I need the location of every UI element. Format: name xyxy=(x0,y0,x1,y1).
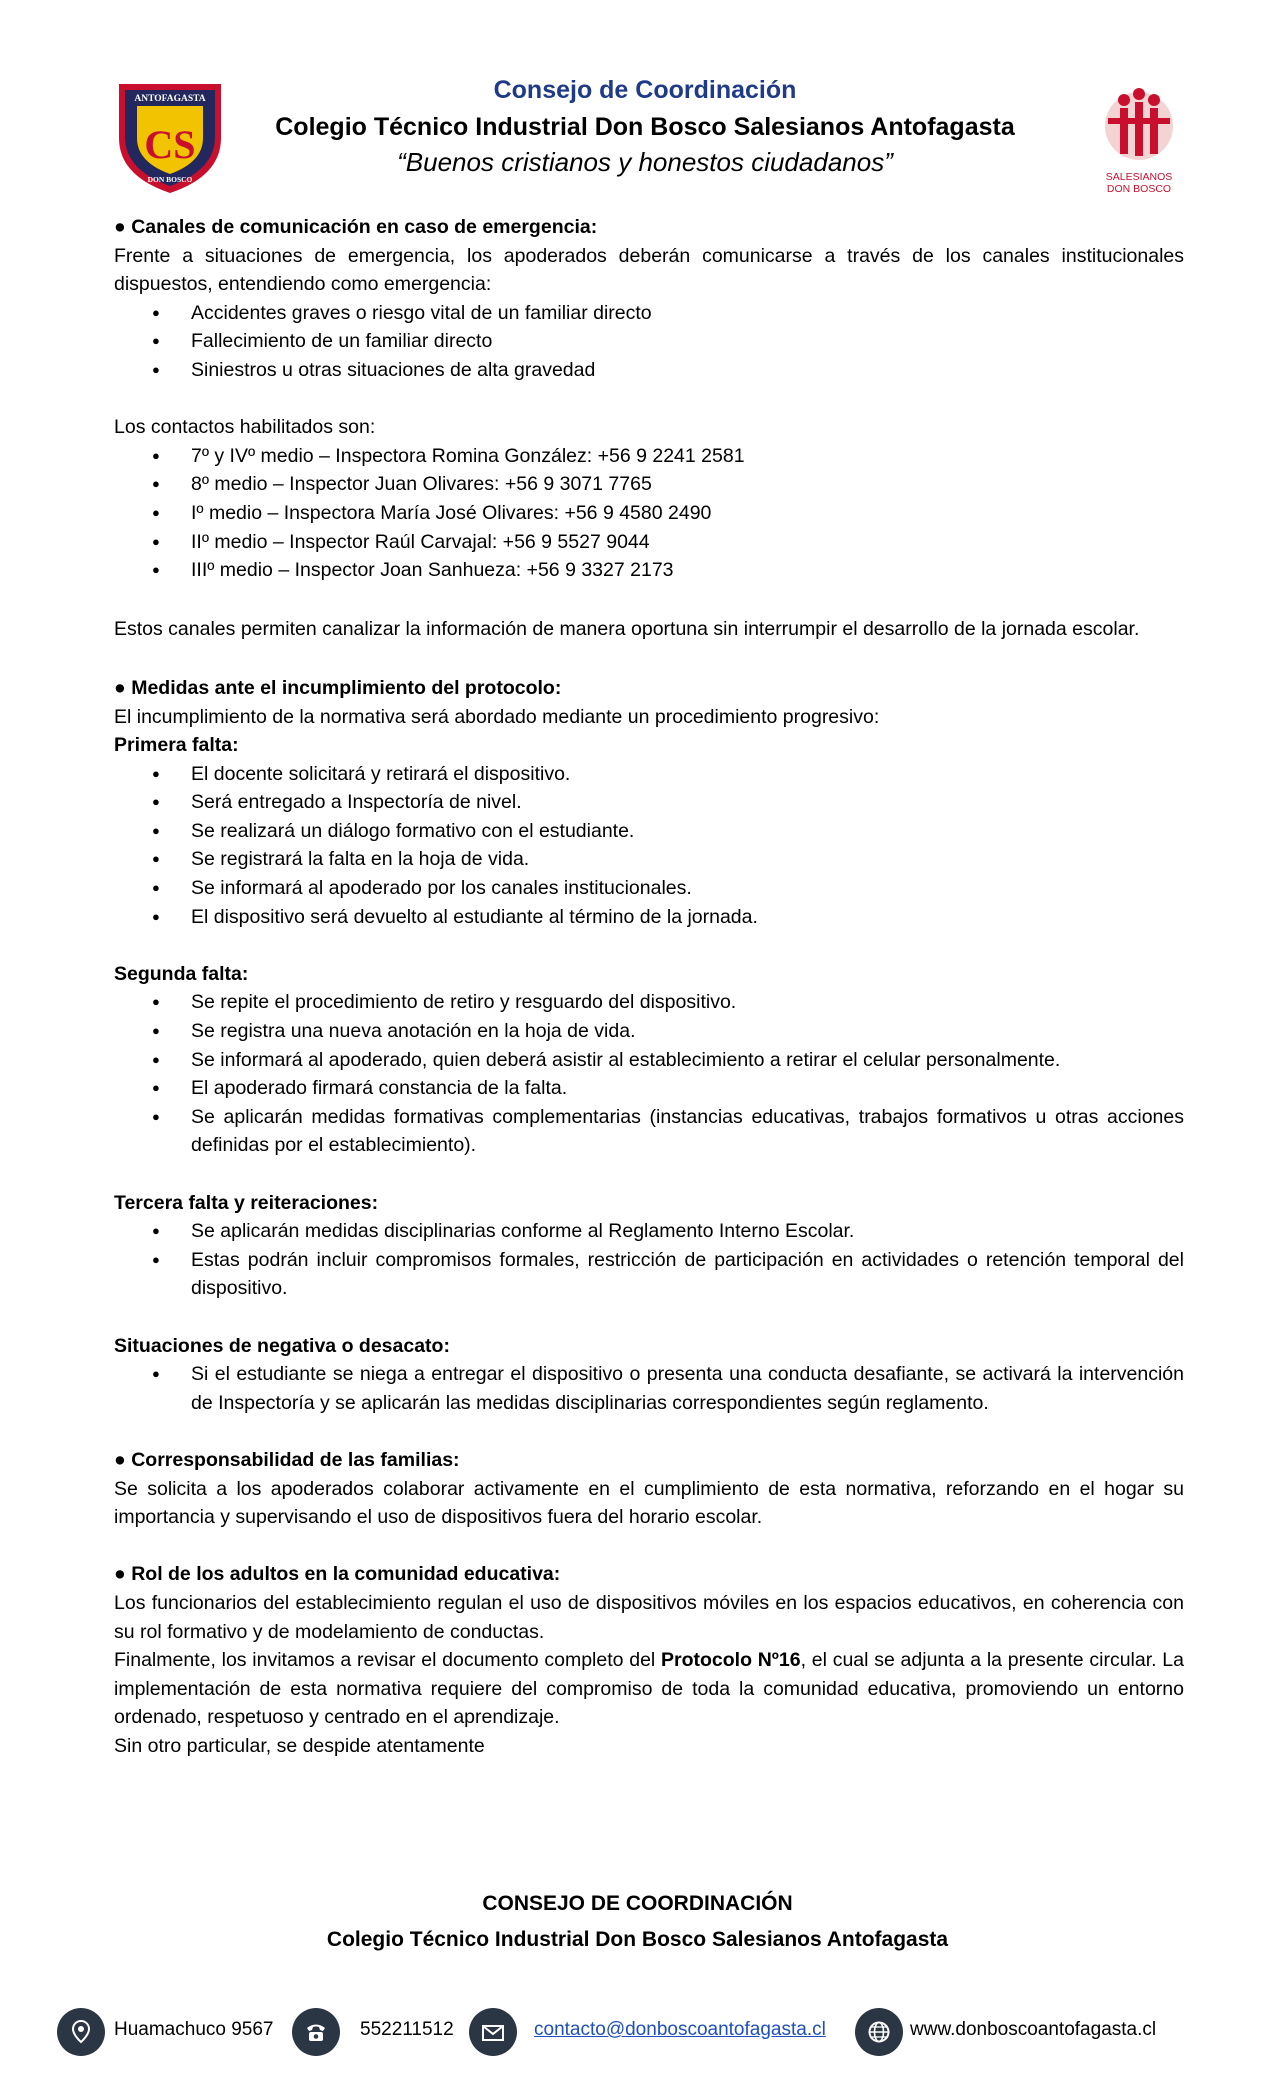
emergency-closing: Estos canales permiten canalizar la información de manera oportuna sin interrumpir el desarrollo de la jornada escolar. xyxy=(114,618,1140,641)
list-item: ● Se aplicarán medidas disciplinarias conforme al Reglamento Interno Escolar. xyxy=(114,1217,1184,1246)
first-offense-title: Primera falta: xyxy=(114,734,239,757)
contact-item: ● Iº medio – Inspectora María José Olivares: +56 9 4580 2490 xyxy=(114,499,1184,528)
list-item: ● Se informará al apoderado, quien deberá asistir al establecimiento a retirar el celular personalmente. xyxy=(114,1046,1184,1075)
contacts-list xyxy=(114,442,1184,585)
emergency-intro: Frente a situaciones de emergencia, los apoderados deberán comunicarse a través de los canales institucionales dispuestos, entendiendo como emergencia: xyxy=(114,244,1184,296)
protocol-reference: Protocolo Nº16 xyxy=(660,1649,801,1672)
list-item: ● Será entregado a Inspectoría de nivel. xyxy=(114,788,1184,817)
contact-item: ● 7º y IVº medio – Inspectora Romina González: +56 9 2241 2581 xyxy=(114,442,1184,471)
list-item: ● Se aplicarán medidas formativas complementarias (instancias educativas, trabajos formativos u otras acciones definidas por el establecimiento). xyxy=(114,1103,1184,1160)
footer-website[interactable]: www.donboscoantofagasta.cl xyxy=(910,2019,1157,2040)
adults-heading: ● Rol de los adultos en la comunidad educativa: xyxy=(114,1563,561,1586)
header-title: Consejo de Coordinación xyxy=(493,76,797,104)
list-item: ● El apoderado firmará constancia de la falta. xyxy=(114,1074,1184,1103)
contact-item: ● IIº medio – Inspector Raúl Carvajal: +56 9 5527 9044 xyxy=(114,528,1184,557)
header-school-name: Colegio Técnico Industrial Don Bosco Salesianos Antofagasta xyxy=(275,113,1015,141)
families-heading: ● Corresponsabilidad de las familias: xyxy=(114,1448,460,1471)
list-item: ● El docente solicitará y retirará el dispositivo. xyxy=(114,760,1184,789)
measures-heading: ● Medidas ante el incumplimiento del protocolo: xyxy=(114,676,562,699)
third-offense-title: Tercera falta y reiteraciones: xyxy=(114,1191,379,1214)
school-crest-logo xyxy=(113,76,227,196)
salesianos-logo-line1: SALESIANOS xyxy=(1105,171,1173,183)
signature-school: Colegio Técnico Industrial Don Bosco Salesianos Antofagasta xyxy=(326,1928,949,1951)
measures-intro: El incumplimiento de la normativa será abordado mediante un procedimiento progresivo: xyxy=(114,705,880,728)
salesianos-logo xyxy=(1096,84,1182,196)
crest-bottom-text: DON BOSCO xyxy=(147,175,193,184)
list-item: ● Se informará al apoderado por los canales institucionales. xyxy=(114,874,1184,903)
signature-council: CONSEJO DE COORDINACIÓN xyxy=(482,1892,793,1915)
list-item: ● Accidentes graves o riesgo vital de un familiar directo xyxy=(114,299,1184,328)
emergency-list xyxy=(114,299,1184,385)
header-motto: “Buenos cristianos y honestos ciudadanos” xyxy=(397,147,893,177)
list-item: ● El dispositivo será devuelto al estudiante al término de la jornada. xyxy=(114,903,1184,932)
adults-text: Los funcionarios del establecimiento regulan el uso de dispositivos móviles en los espacios educativos, en coherencia con su rol formativo y de modelamiento de conductas. xyxy=(114,1591,1184,1643)
farewell-text: Sin otro particular, se despide atentamente xyxy=(114,1734,485,1757)
families-text: Se solicita a los apoderados colaborar activamente en el cumplimiento de esta normativa, reforzando en el hogar su importancia y supervisando el uso de dispositivos fuera del horario escolar. xyxy=(114,1477,1184,1529)
list-item: ● Fallecimiento de un familiar directo xyxy=(114,327,1184,356)
emergency-heading: ● Canales de comunicación en caso de emergencia: xyxy=(114,216,598,238)
list-item: ● Se registrará la falta en la hoja de vida. xyxy=(114,845,1184,874)
footer-address: Huamachuco 9567 xyxy=(114,2019,274,2040)
crest-top-text: ANTOFAGASTA xyxy=(134,94,206,104)
third-offense-list xyxy=(114,1217,1184,1303)
list-item: ● Siniestros u otras situaciones de alta gravedad xyxy=(114,356,1184,385)
globe-icon xyxy=(855,2008,903,2056)
contacts-intro: Los contactos habilitados son: xyxy=(114,416,376,439)
email-icon xyxy=(469,2008,517,2056)
refusal-title: Situaciones de negativa o desacato: xyxy=(114,1334,450,1357)
list-item: ● Se repite el procedimiento de retiro y resguardo del dispositivo. xyxy=(114,988,1184,1017)
final-text-end: , el cual se adjunta a la presente circular. La implementación de esta normativa requiere del compromiso de toda la comunidad educativa, promoviendo un entorno ordenado, respetuoso y centrado en el aprendizaje. xyxy=(114,1649,1184,1729)
crest-monogram: CS xyxy=(144,122,196,167)
final-text-start: Finalmente, los invitamos a revisar el documento completo del xyxy=(114,1649,661,1672)
second-offense-title: Segunda falta: xyxy=(114,962,249,985)
footer-email-link[interactable]: contacto@donboscoantofagasta.cl xyxy=(534,2019,826,2040)
second-offense-list xyxy=(114,988,1184,1160)
phone-icon xyxy=(292,2008,340,2056)
refusal-list xyxy=(114,1360,1184,1417)
list-item: ● Si el estudiante se niega a entregar el dispositivo o presenta una conducta desafiante, se activará la intervención de Inspectoría y se aplicarán las medidas disciplinarias correspondientes según reglamento. xyxy=(114,1360,1184,1417)
location-icon xyxy=(57,2008,105,2056)
footer-phone: 552211512 xyxy=(360,2019,454,2040)
list-item: ● Estas podrán incluir compromisos formales, restricción de participación en actividades o retención temporal del dispositivo. xyxy=(114,1246,1184,1303)
list-item: ● Se registra una nueva anotación en la hoja de vida. xyxy=(114,1017,1184,1046)
contact-item: ● IIIº medio – Inspector Joan Sanhueza: +56 9 3327 2173 xyxy=(114,556,1184,585)
first-offense-list xyxy=(114,760,1184,932)
salesianos-logo-line2: DON BOSCO xyxy=(1106,183,1172,195)
final-paragraph xyxy=(114,1646,1184,1732)
document-body xyxy=(114,213,1184,1760)
list-item: ● Se realizará un diálogo formativo con el estudiante. xyxy=(114,817,1184,846)
contact-item: ● 8º medio – Inspector Juan Olivares: +56 9 3071 7765 xyxy=(114,470,1184,499)
